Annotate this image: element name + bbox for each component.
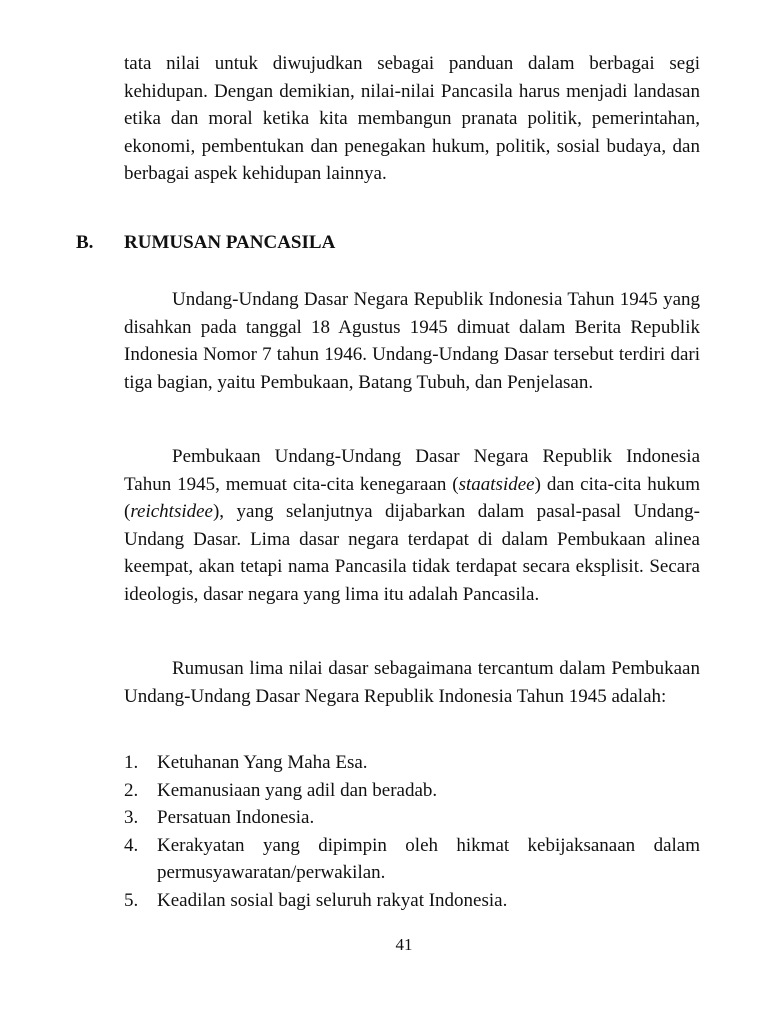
paragraph-pembukaan-part-2: ) dan cita-cita hukum ( bbox=[124, 473, 700, 522]
term-reichtsidee: reichtsidee bbox=[130, 501, 213, 522]
list-item-text: Keadilan sosial bagi seluruh rakyat Indonesia. bbox=[157, 889, 508, 911]
continuation-paragraph: tata nilai untuk diwujudkan sebagai panduan dalam berbagai segi kehidupan. Dengan demikian, nilai-nilai Pancasila harus menjadi landasan etika dan moral ketika kita membangun pranata politik, pemerintahan, ekonomi, pembentukan dan penegakan hukum, politik, sosial budaya, dan berbagai aspek kehidupan lainnya. bbox=[124, 53, 700, 184]
list-item-number: 5. bbox=[124, 889, 139, 911]
paragraph-rumusan: Rumusan lima nilai dasar sebagaimana tercantum dalam Pembukaan Undang-Undang Dasar Negara Republik Indonesia Tahun 1945 adalah: bbox=[124, 658, 700, 707]
list-item bbox=[124, 749, 700, 777]
list-item bbox=[124, 887, 700, 915]
section-title: RUMUSAN PANCASILA bbox=[124, 232, 336, 253]
list-item-text: Kemanusiaan yang adil dan beradab. bbox=[157, 779, 438, 801]
page-number: 41 bbox=[395, 935, 413, 954]
paragraph-pembukaan-part-3: ), yang selanjutnya dijabarkan dalam pasal-pasal Undang-Undang Dasar. Lima dasar negara terdapat di dalam Pembukaan alinea keempat, akan tetapi nama Pancasila tidak terdapat secara eksplisit. Secara ideologis, dasar negara yang lima itu adalah Pancasila. bbox=[124, 501, 700, 605]
list-item-number: 3. bbox=[124, 807, 139, 828]
list-item-text: Persatuan Indonesia. bbox=[157, 807, 315, 828]
list-item-number: 1. bbox=[124, 752, 139, 773]
list-item-number: 4. bbox=[124, 834, 139, 856]
list-item-number: 2. bbox=[124, 779, 139, 801]
list-item bbox=[124, 832, 700, 887]
term-staatsidee: staatsidee bbox=[458, 473, 535, 495]
paragraph-pembukaan bbox=[124, 443, 700, 608]
list-item bbox=[124, 804, 700, 832]
pancasila-list bbox=[124, 749, 700, 914]
list-item bbox=[124, 777, 700, 805]
list-item-text: Ketuhanan Yang Maha Esa. bbox=[157, 752, 368, 773]
paragraph-pembukaan-part-1: Pembukaan Undang-Undang Dasar Negara Republik Indonesia Tahun 1945, memuat cita-cita kenegaraan ( bbox=[124, 446, 700, 495]
list-item-text: Kerakyatan yang dipimpin oleh hikmat kebijaksanaan dalam permusyawaratan/perwakilan. bbox=[157, 834, 700, 883]
section-heading bbox=[76, 229, 335, 256]
paragraph-uud-1945: Undang-Undang Dasar Negara Republik Indonesia Tahun 1945 yang disahkan pada tanggal 18 Agustus 1945 dimuat dalam Berita Republik Indonesia Nomor 7 tahun 1946. Undang-Undang Dasar tersebut terdiri dari tiga bagian, yaitu Pembukaan, Batang Tubuh, dan Penjelasan. bbox=[124, 289, 700, 393]
section-letter: B. bbox=[76, 232, 94, 253]
